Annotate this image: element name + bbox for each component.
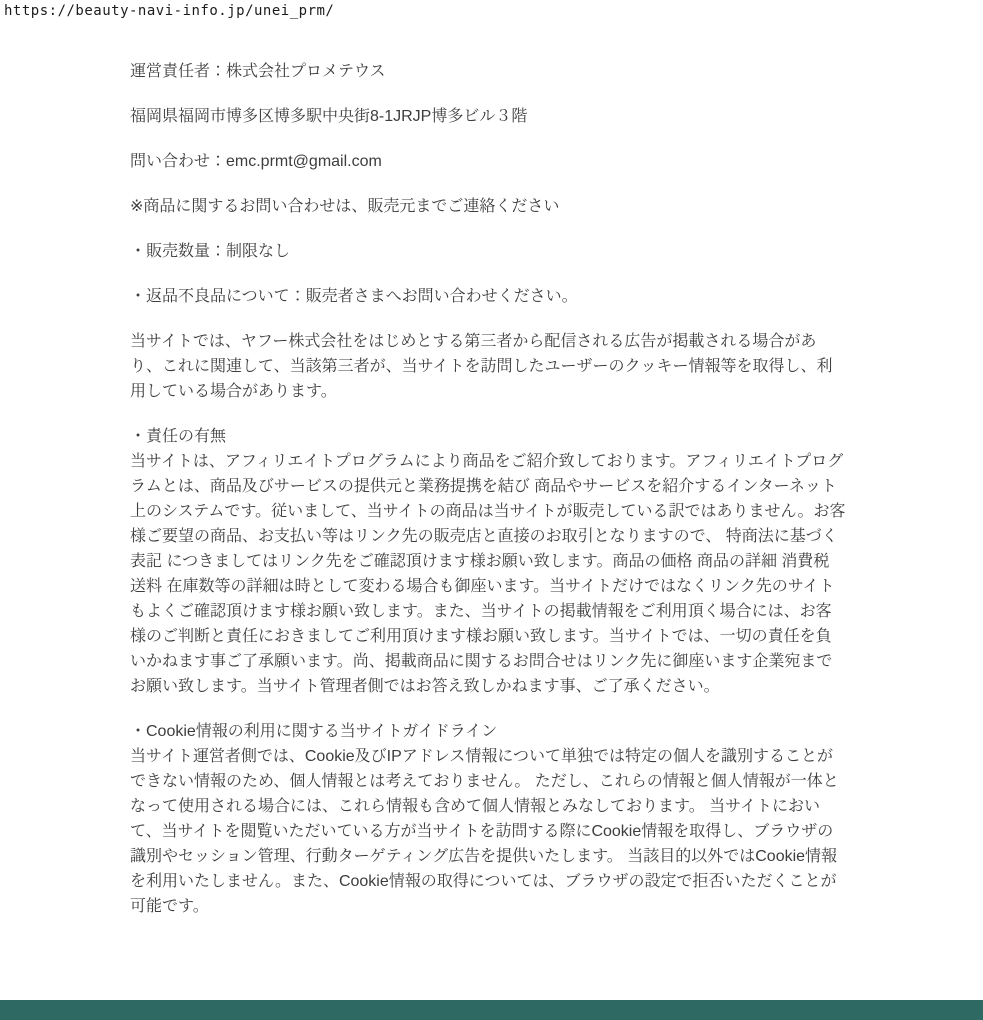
product-inquiry-note: ※商品に関するお問い合わせは、販売元までご連絡ください <box>130 198 560 215</box>
cookie-guideline-paragraph: 当サイト運営者側では、Cookie及びIPアドレス情報について単独では特定の個人を識別することができない情報のため、個人情報とは考えておりません。 ただし、これらの情報と個人情報が一体となって使用される場合には、これら情報も含めて個人情報とみなしております。 当サイトにおいて、当サイトを閲覧いただいている方が当サイトを訪問する際にCookie情報を取得し、ブラウザの識別やセッション管理、行動ターゲティング広告を提供いたします。 当該目的以外ではCookie情報を利用いたしません。また、Cookie情報の取得については、ブラウザの設定で拒否いただくことが可能です。 <box>130 748 839 915</box>
contact-line: 問い合わせ：emc.prmt@gmail.com <box>130 153 382 170</box>
operator-line: 運営責任者：株式会社プロメテウス <box>130 63 386 80</box>
liability-paragraph: 当サイトは、アフィリエイトプログラムにより商品をご紹介致しております。アフィリエイトプログラムとは、商品及びサービスの提供元と業務提携を結び 商品やサービスを紹介するインターネット上のシステムです。従いまして、当サイトの商品は当サイトが販売している訳ではありません。お客様ご要望の商品、お支払い等はリンク先の販売店と直接のお取引となりますので、 特商法に基づく表記 につきましてはリンク先をご確認頂けます様お願い致します。商品の価格 商品の詳細 消費税 送料 在庫数等の詳細は時として変わる場合も御座います。当サイトだけではなくリンク先のサイトもよくご確認頂けます様お願い致します。また、当サイトの掲載情報をご利用頂く場合には、お客様のご判断と責任におきましてご利用頂けます様お願い致します。当サイトでは、一切の責任を負いかねます事ご了承願います。尚、掲載商品に関するお問合せはリンク先に御座います企業宛までお願い致します。当サイト管理者側ではお答え致しかねます事、ご了承ください。 <box>130 453 846 695</box>
cookie-guideline-section <box>130 719 846 919</box>
address-line: 福岡県福岡市博多区博多駅中央街8-1JRJP博多ビル３階 <box>130 108 528 125</box>
sales-quantity-line: ・販売数量：制限なし <box>130 243 291 260</box>
page-url-text: https://beauty-navi-info.jp/unei_prm/ <box>4 3 335 19</box>
footer-band <box>0 1000 983 1020</box>
returns-line: ・返品不良品について：販売者さまへお問い合わせください。 <box>130 288 578 305</box>
liability-section <box>130 424 846 699</box>
cookie-guideline-heading: ・Cookie情報の利用に関する当サイトガイドライン <box>130 723 498 740</box>
third-party-ads-paragraph: 当サイトでは、ヤフー株式会社をはじめとする第三者から配信される広告が掲載される場合があり、これに関連して、当該第三者が、当サイトを訪問したユーザーのクッキー情報等を取得し、利用している場合があります。 <box>130 333 833 400</box>
liability-heading: ・責任の有無 <box>130 428 227 445</box>
legal-disclosure-content <box>130 59 846 939</box>
